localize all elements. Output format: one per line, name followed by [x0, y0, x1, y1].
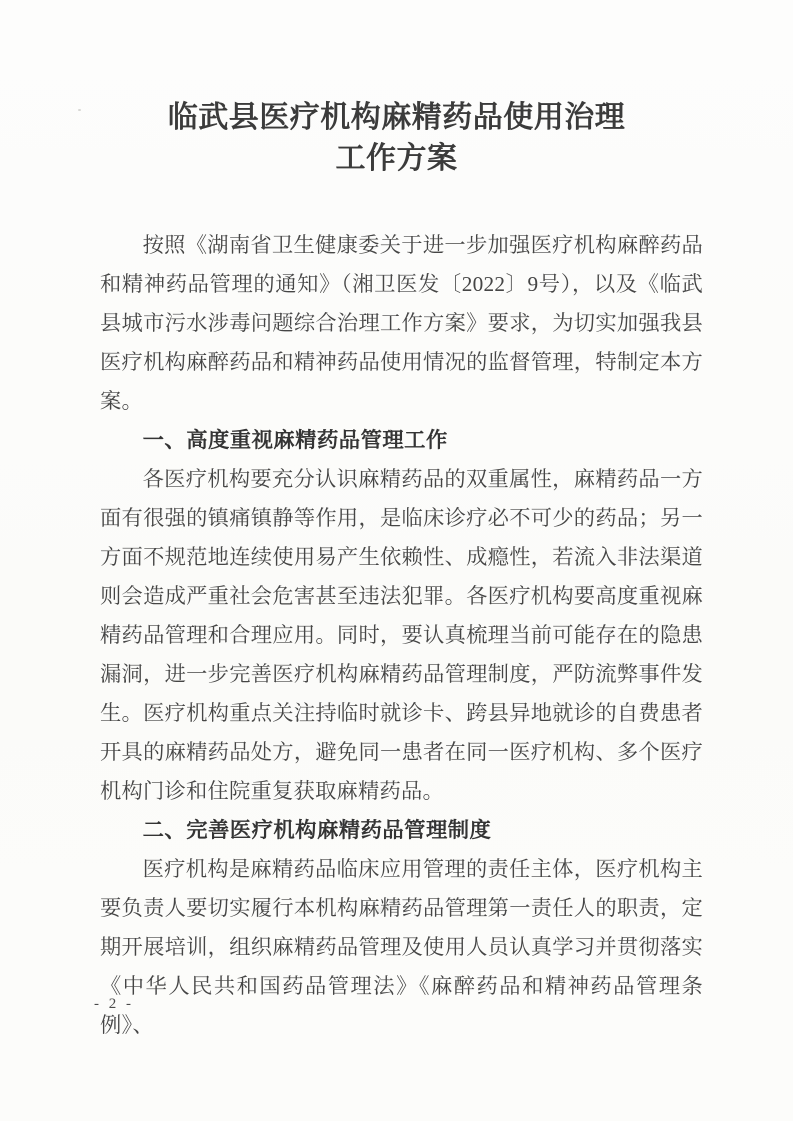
paragraph-intro: 按照《湖南省卫生健康委关于进一步加强医疗机构麻醉药品和精神药品管理的通知》（湘卫医发〔2022〕9号），以及《临武县城市污水涉毒问题综合治理工作方案》要求，为切实加强我县医疗机构麻醉药品和精神药品使用情况的监督管理，特制定本方案。 [100, 233, 703, 413]
paragraph-section-2: 医疗机构是麻精药品临床应用管理的责任主体，医疗机构主要负责人要切实履行本机构麻精药品管理第一责任人的职责，定期开展培训，组织麻精药品管理及使用人员认真学习并贯彻落实《中华人民共和国药品管理法》《麻醉药品和精神药品管理条例》、 [100, 857, 703, 1037]
section-heading-2: 二、完善医疗机构麻精药品管理制度 [142, 818, 492, 842]
document-title-line-1: 临武县医疗机构麻精药品使用治理 [167, 101, 626, 134]
document-body [100, 226, 703, 1045]
document-title-line-2: 工作方案 [335, 142, 458, 175]
document-title [0, 0, 793, 179]
scan-speck [78, 109, 81, 111]
paragraph-section-1: 各医疗机构要充分认识麻精药品的双重属性，麻精药品一方面有很强的镇痛镇静等作用，是临床诊疗必不可少的药品；另一方面不规范地连续使用易产生依赖性、成瘾性，若流入非法渠道则会造成严重社会危害甚至违法犯罪。各医疗机构要高度重视麻精药品管理和合理应用。同时，要认真梳理当前可能存在的隐患漏洞，进一步完善医疗机构麻精药品管理制度，严防流弊事件发生。医疗机构重点关注持临时就诊卡、跨县异地就诊的自费患者开具的麻精药品处方，避免同一患者在同一医疗机构、多个医疗机构门诊和住院重复获取麻精药品。 [100, 467, 703, 803]
page-number: - 2 - [94, 996, 134, 1012]
section-heading-1: 一、高度重视麻精药品管理工作 [142, 428, 448, 452]
